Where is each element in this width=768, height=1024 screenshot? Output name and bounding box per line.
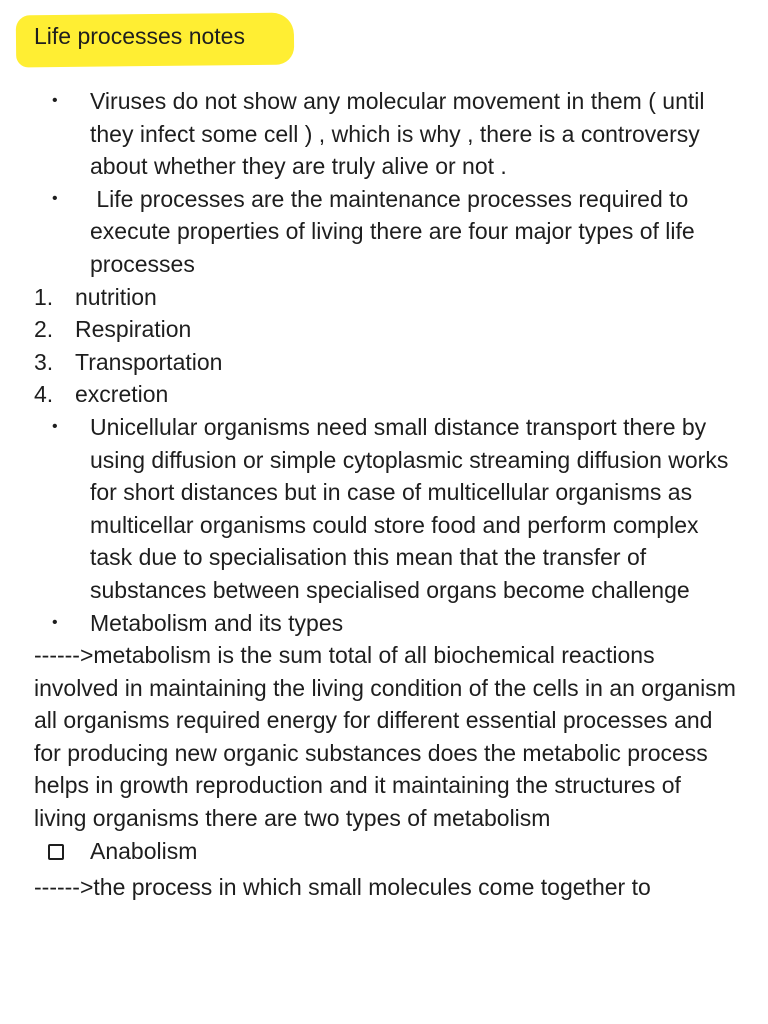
bullet-icon: •: [52, 189, 58, 207]
number-label: 4.: [34, 381, 54, 408]
list-item-text: Viruses do not show any molecular movement in them ( until they infect some cell ) , which is why , there is a controversy about whether they are truly alive or not .: [90, 88, 705, 180]
number-label: 2.: [34, 316, 54, 343]
metabolism-paragraph: ------>metabolism is the sum total of all biochemical reactions involved in maintaining the living condition of the cells in an organism all organisms required energy for different essential processes and for producing new organic substances does the metabolic process helps in growth reproduction and it maintaining the structures of living organisms there are two types of metabolism: [34, 642, 736, 832]
numbered-item: [0, 378, 768, 411]
page-title: Life processes notes: [34, 23, 245, 49]
checklist-item: [0, 835, 768, 868]
anabolism-paragraph: ------>the process in which small molecules come together to: [34, 874, 651, 901]
list-item: [0, 183, 768, 281]
bullet-icon: •: [52, 92, 58, 109]
numbered-item: [0, 346, 768, 379]
list-item: [0, 411, 768, 607]
numbered-item-text: nutrition: [75, 283, 157, 310]
list-item-text: Life processes are the maintenance processes required to execute properties of living there are four major types of life processes: [90, 185, 702, 277]
numbered-item-text: Transportation: [75, 348, 223, 375]
checklist-item-text: Anabolism: [90, 837, 198, 864]
bullet-icon: •: [52, 613, 58, 631]
numbered-item: [0, 281, 768, 314]
numbered-item-text: excretion: [75, 381, 169, 408]
notes-content: [0, 85, 768, 904]
checkbox-icon[interactable]: [48, 844, 64, 860]
list-item-text: Unicellular organisms need small distance transport there by using diffusion or simple cytoplasmic streaming diffusion works for short distances but in case of multicellular organisms as multicellar organisms could store food and perform complex task due to specialisation this mean that the transfer of substances between specialised organs become challenge: [90, 413, 729, 603]
numbered-item: [0, 313, 768, 346]
number-label: 3.: [34, 348, 54, 375]
list-item: [0, 607, 768, 640]
list-item-text: Metabolism and its types: [90, 609, 344, 636]
list-item: [0, 85, 768, 183]
number-label: 1.: [34, 283, 54, 310]
numbered-item-text: Respiration: [75, 316, 192, 343]
bullet-icon: •: [52, 417, 58, 435]
